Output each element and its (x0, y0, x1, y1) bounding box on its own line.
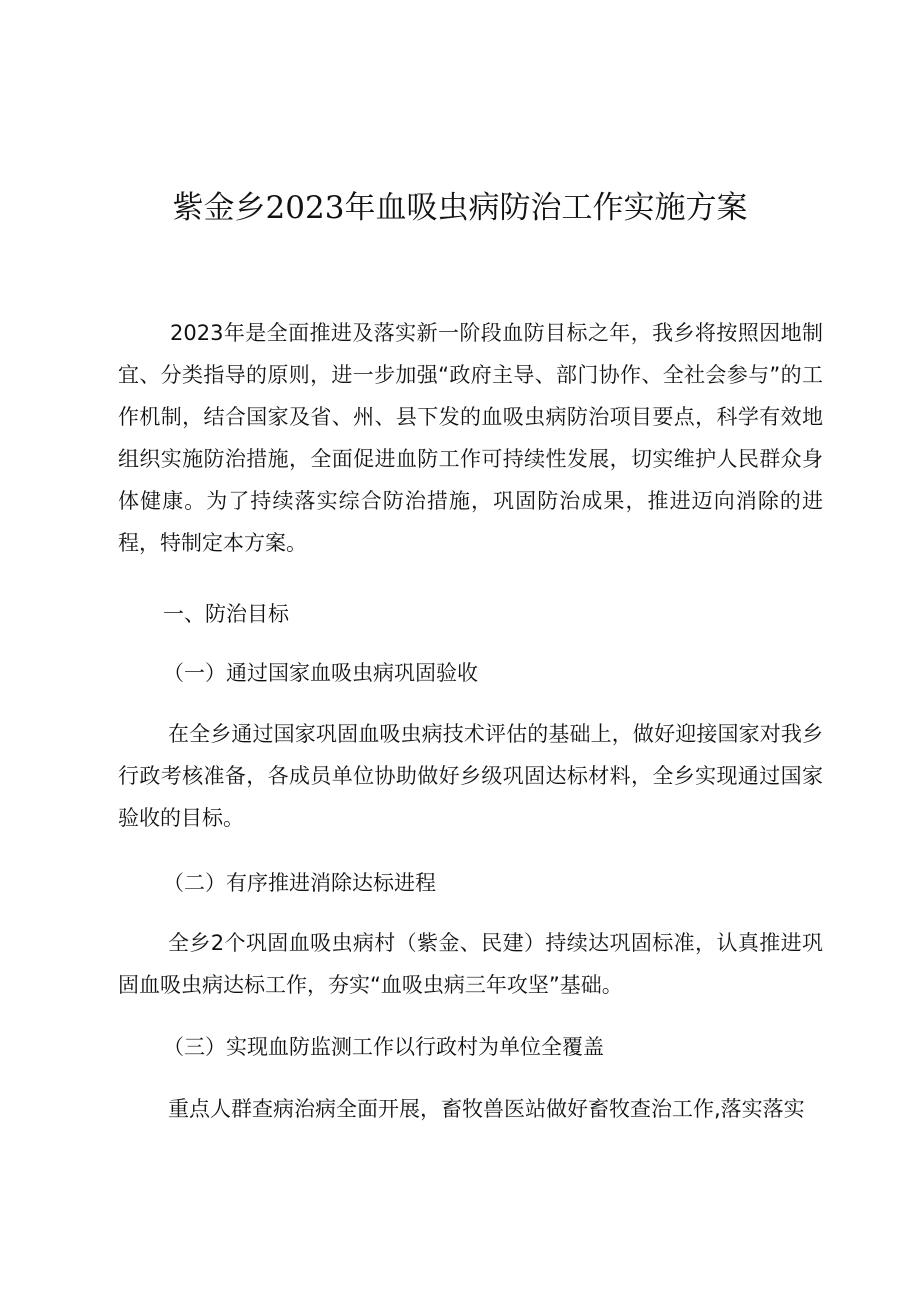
subsection-heading-1: （一）通过国家血吸虫病巩固验收 (163, 661, 478, 685)
subsection-heading-2: （二）有序推进消除达标进程 (163, 871, 436, 895)
subsection-paragraph-1: 在全乡通过国家巩固血吸虫病技术评估的基础上，做好迎接国家对我乡行政考核准备，各成员单位协助做好乡级巩固达标材料，全乡实现通过国家验收的目标。 (118, 722, 823, 830)
subsection-paragraph-2: 全乡2个巩固血吸虫病村（紫金、民建）持续达巩固标准，认真推进巩固血吸虫病达标工作，夯实“血吸虫病三年攻坚”基础。 (118, 931, 823, 997)
subsection-heading-3: （三）实现血防监测工作以行政村为单位全覆盖 (163, 1035, 604, 1059)
subsection-paragraph-3: 重点人群查病治病全面开展，畜牧兽医站做好畜牧查治工作,落实落实 (168, 1097, 805, 1121)
intro-paragraph: 2023年是全面推进及落实新一阶段血防目标之年，我乡将按照因地制宜、分类指导的原则，进一步加强“政府主导、部门协作、全社会参与”的工作机制，结合国家及省、州、县下发的血吸虫病防治项目要点，科学有效地组织实施防治措施，全面促进血防工作可持续性发展，切实维护人民群众身体健康。为了持续落实综合防治措施，巩固防治成果，推进迈向消除的进程，特制定本方案。 (118, 321, 823, 555)
document-title: 紫金乡2023年血吸虫病防治工作实施方案 (172, 190, 748, 226)
section-heading-goals: 一、防治目标 (163, 602, 289, 626)
